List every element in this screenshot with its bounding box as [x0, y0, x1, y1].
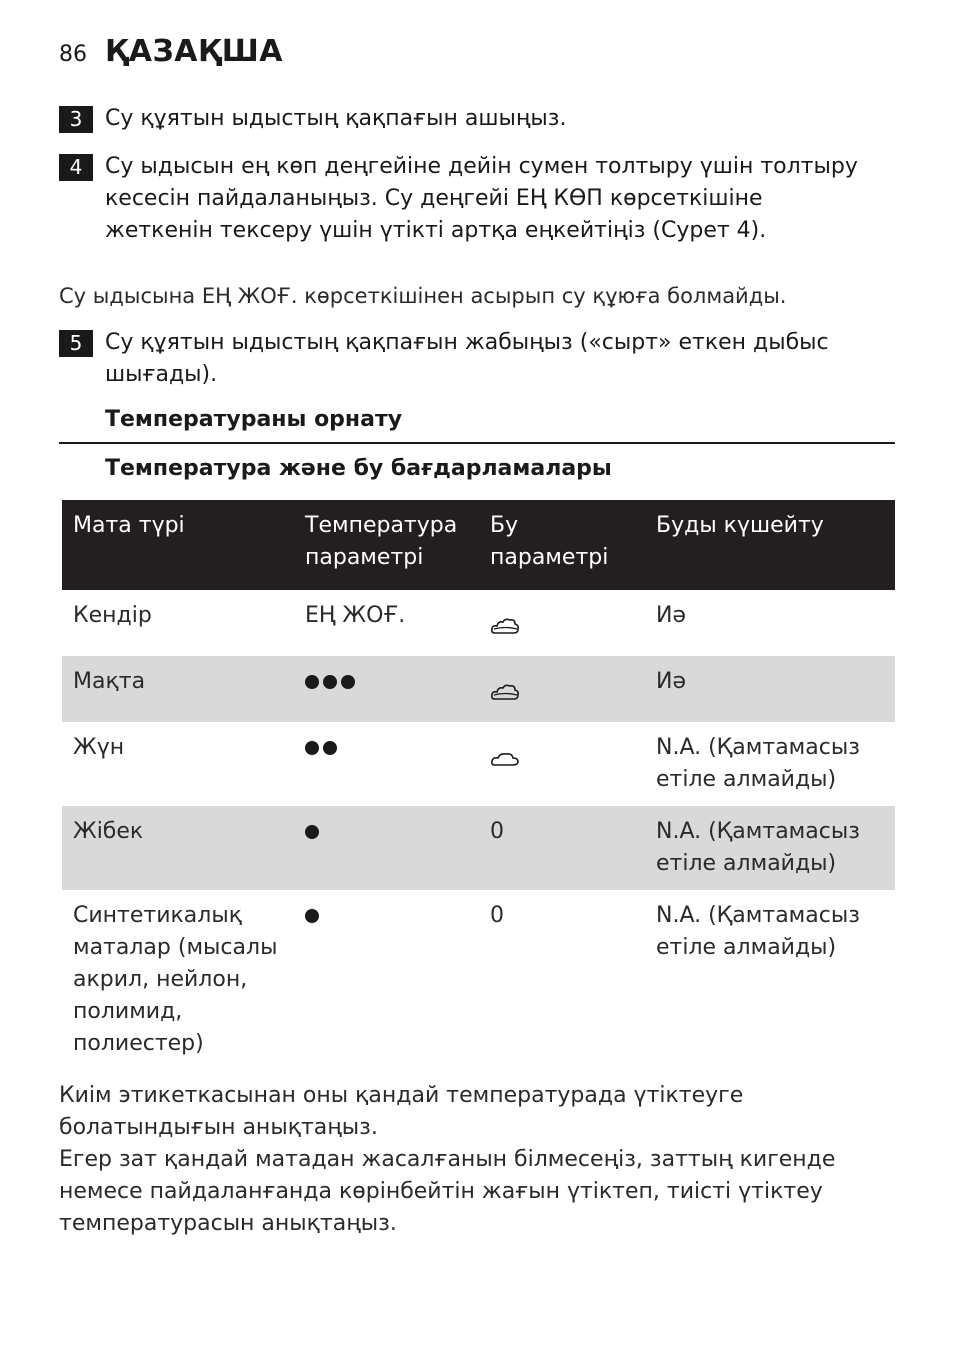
- cell-temperature: [294, 890, 479, 1070]
- language-title: ҚАЗАҚША: [105, 34, 284, 69]
- step-4: [59, 151, 869, 247]
- step-number-badge: 4: [59, 154, 93, 181]
- temperature-dot-icon: [323, 741, 337, 755]
- table-header-row: [62, 500, 895, 590]
- column-header-boost: Буды күшейту: [645, 500, 895, 590]
- column-header-fabric: Мата түрі: [62, 500, 294, 590]
- cell-steam: [479, 722, 645, 806]
- step-text: Су құятын ыдыстың қақпағын ашыңыз.: [105, 106, 567, 131]
- cell-fabric: Кендір: [73, 603, 152, 628]
- page-number: 86: [59, 42, 87, 67]
- temperature-dot-icon: [305, 909, 319, 923]
- steam-high-icon: [490, 683, 520, 708]
- cell-fabric: Жібек: [62, 806, 294, 890]
- table-row: [62, 722, 895, 806]
- cell-steam: [479, 656, 645, 722]
- step-3: [59, 103, 869, 135]
- cell-temperature: [294, 590, 479, 656]
- cell-fabric: Жүн: [73, 735, 125, 760]
- temperature-dot-icon: [305, 675, 319, 689]
- water-level-note: Су ыдысына ЕҢ ЖОҒ. көрсеткішінен асырып су құюға болмайды.: [59, 284, 787, 308]
- temperature-text: ЕҢ ЖОҒ.: [305, 603, 406, 628]
- cell-steam: [479, 590, 645, 656]
- cell-fabric: Мақта: [62, 656, 294, 722]
- page-header: [59, 34, 283, 74]
- table-row: [62, 656, 895, 722]
- step-text: Су ыдысын ең көп деңгейіне дейін сумен толтыру үшін толтыру кесесін пайдаланыңыз. Су деңгейі ЕҢ КӨП көрсеткішіне жеткенін тексеру үшін үтікті артқа еңкейтіңіз (Сурет 4).: [105, 154, 858, 243]
- cell-boost: N.A. (Қамтамасыз етіле алмайды): [645, 806, 895, 890]
- temperature-dot-icon: [341, 675, 355, 689]
- cell-temperature: [294, 806, 479, 890]
- cell-boost: Иә: [645, 656, 895, 722]
- steam-text: 0: [490, 903, 504, 928]
- step-number-badge: 3: [59, 106, 93, 133]
- steam-low-icon: [490, 749, 520, 774]
- temperature-dot-icon: [305, 741, 319, 755]
- cell-temperature: [294, 656, 479, 722]
- step-text: Су құятын ыдыстың қақпағын жабыңыз («сырт» еткен дыбыс шығады).: [105, 330, 829, 387]
- cell-steam: [479, 806, 645, 890]
- temperature-steam-table: [62, 500, 895, 1070]
- cell-boost: Иә: [656, 603, 686, 628]
- steam-high-icon: [490, 617, 520, 642]
- column-header-temperature: Температура параметрі: [294, 500, 479, 590]
- cell-fabric: Синтетикалық маталар (мысалы акрил, нейлон, полимид, полиестер): [73, 903, 278, 1056]
- cell-temperature: [294, 722, 479, 806]
- temperature-dot-icon: [323, 675, 337, 689]
- table-row: [62, 806, 895, 890]
- paragraph-test-hint: Егер зат қандай матадан жасалғанын білмесеңіз, заттың кигенде немесе пайдаланғанда көрінбейтін жағын үтіктеп, тиісті үтіктеу температурасын анықтаңыз.: [59, 1147, 836, 1236]
- steam-text: 0: [490, 819, 504, 844]
- paragraph-label-hint: Киім этикеткасынан оны қандай температурада үтіктеуге болатындығын анықтаңыз.: [59, 1083, 744, 1140]
- step-5: [59, 327, 869, 391]
- step-number-badge: 5: [59, 330, 93, 357]
- column-header-steam: Бу параметрі: [479, 500, 645, 590]
- cell-steam: [479, 890, 645, 1070]
- section-heading: Температураны орнату: [105, 407, 403, 432]
- table-heading: Температура және бу бағдарламалары: [105, 456, 612, 481]
- temperature-dot-icon: [305, 825, 319, 839]
- table-row: [62, 590, 895, 656]
- section-divider: [59, 442, 895, 444]
- table-row: [62, 890, 895, 1070]
- cell-boost: N.A. (Қамтамасыз етіле алмайды): [656, 735, 860, 792]
- cell-boost: N.A. (Қамтамасыз етіле алмайды): [656, 903, 860, 960]
